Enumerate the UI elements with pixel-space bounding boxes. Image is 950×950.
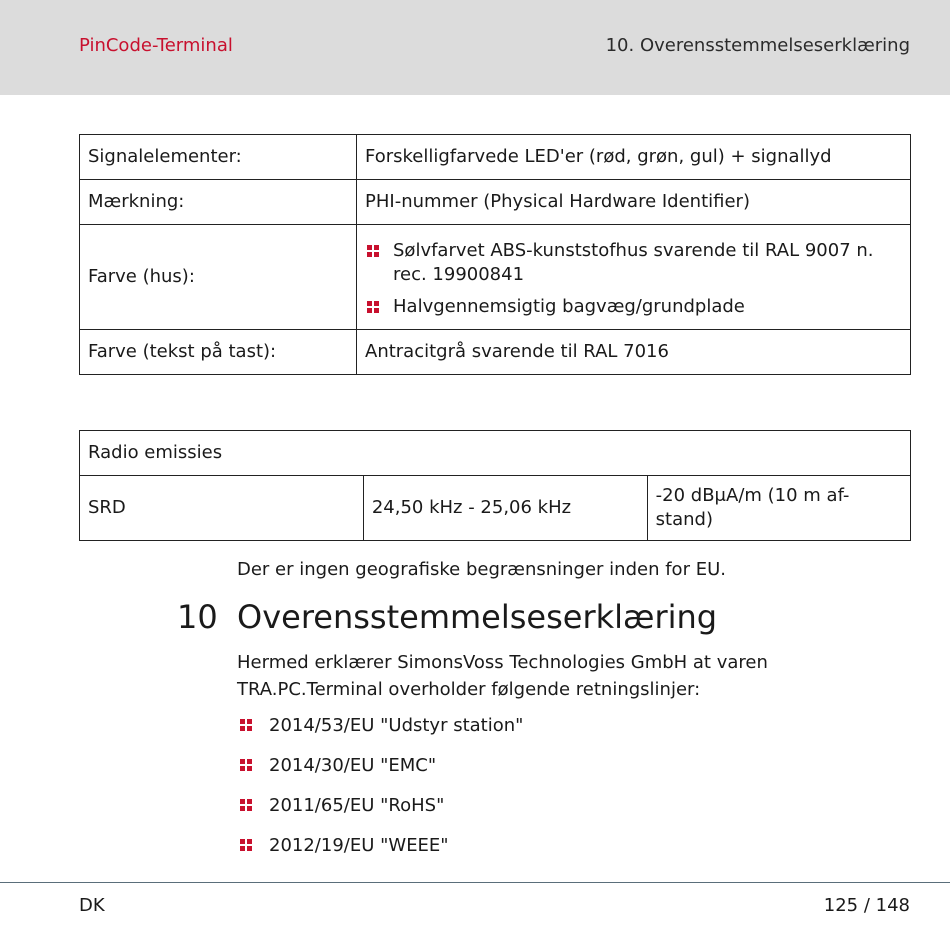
- directive-text: 2014/53/EU "Udstyr station": [269, 715, 524, 736]
- emission-frequency: 24,50 kHz - 25,06 kHz: [363, 476, 647, 541]
- spec-label: Signalelementer:: [80, 135, 357, 180]
- list-item-text: Halvgennemsigtig bagvæg/grundplade: [393, 296, 745, 317]
- radio-emissions-table: [79, 430, 911, 541]
- section-paragraph: Hermed erklærer SimonsVoss Technologies GmbH at varen TRA.PC.Terminal overholder følgende retningslinjer:: [237, 652, 768, 700]
- table-row: [80, 330, 911, 375]
- specs-table: [79, 134, 911, 375]
- spec-label: Farve (hus):: [80, 225, 357, 330]
- product-name: PinCode-Terminal: [79, 35, 233, 56]
- page-header: [0, 0, 950, 95]
- spec-value: PHI-nummer (Physical Hardware Identifier): [357, 180, 911, 225]
- spec-label: Mærkning:: [80, 180, 357, 225]
- table-header: Radio emissies: [80, 431, 911, 476]
- spec-value-list: [357, 225, 911, 330]
- table-row: [80, 476, 911, 541]
- table-header-row: [80, 431, 911, 476]
- directives-list: [237, 712, 523, 872]
- list-item: [237, 792, 523, 832]
- directive-text: 2012/19/EU "WEEE": [269, 835, 449, 856]
- list-item: [365, 295, 902, 319]
- bullet-icon: [240, 799, 253, 812]
- list-item-text: Sølvfarvet ABS-kunststofhus svarende til RAL 9007 n. rec. 19900841: [393, 240, 874, 285]
- emission-type: SRD: [80, 476, 364, 541]
- chapter-title: 10. Overensstemmelseserklæring: [605, 35, 910, 56]
- bullet-icon: [240, 839, 253, 852]
- list-item: [237, 832, 523, 872]
- list-item: [365, 239, 902, 287]
- footer-language: DK: [79, 895, 105, 916]
- table-row: [80, 180, 911, 225]
- section-title: Overensstemmelseserklæring: [237, 598, 718, 636]
- section-number: 10: [177, 598, 218, 636]
- spec-value: Forskelligfarvede LED'er (rød, grøn, gul) + signallyd: [357, 135, 911, 180]
- emission-level: -20 dBμA/m (10 m af-stand): [647, 476, 910, 541]
- table-row: [80, 225, 911, 330]
- directive-text: 2011/65/EU "RoHS": [269, 795, 445, 816]
- list-item: [237, 752, 523, 792]
- spec-label: Farve (tekst på tast):: [80, 330, 357, 375]
- bullet-icon: [367, 301, 380, 314]
- footer-divider: [0, 882, 950, 883]
- table-row: [80, 135, 911, 180]
- list-item: [237, 712, 523, 752]
- bullet-icon: [240, 759, 253, 772]
- page-number: 125 / 148: [823, 895, 910, 916]
- bullet-icon: [240, 719, 253, 732]
- geographic-note: Der er ingen geografiske begrænsninger inden for EU.: [237, 559, 726, 580]
- directive-text: 2014/30/EU "EMC": [269, 755, 437, 776]
- bullet-icon: [367, 245, 380, 258]
- spec-value: Antracitgrå svarende til RAL 7016: [357, 330, 911, 375]
